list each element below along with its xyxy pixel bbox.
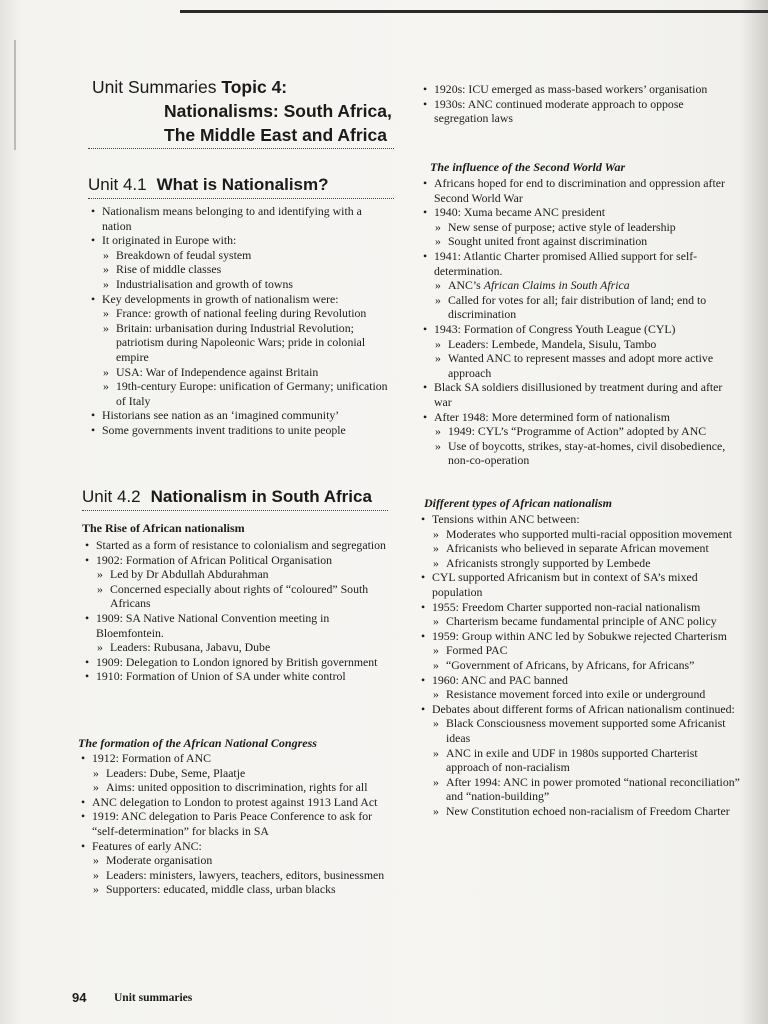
sub-item bbox=[102, 306, 394, 321]
bullet-text: 1919: ANC delegation to Paris Peace Conference to ask for “self-determination” for blacks in SA bbox=[92, 809, 373, 838]
sub-item bbox=[434, 424, 740, 439]
bullet-text: Tensions within ANC between: bbox=[432, 512, 580, 526]
sub-list bbox=[432, 687, 740, 702]
bullet-text: 1943: Formation of Congress Youth League (CYL) bbox=[434, 321, 676, 336]
sub-text: 19th-century Europe: unification of Germany; unification of Italy bbox=[116, 379, 388, 408]
sub-item bbox=[102, 379, 394, 408]
sub-item bbox=[102, 248, 394, 263]
right-top-list bbox=[420, 82, 740, 126]
bullet-item bbox=[418, 629, 740, 673]
sub-text: Africanists strongly supported by Lembede bbox=[446, 555, 651, 570]
rise-heading: The Rise of African nationalism bbox=[82, 521, 245, 535]
sub-item bbox=[434, 278, 740, 293]
sub-item bbox=[434, 439, 740, 468]
bullet-item bbox=[420, 380, 740, 409]
dotted-rule bbox=[82, 510, 388, 511]
bullet-item bbox=[420, 410, 740, 468]
bullet-item bbox=[420, 176, 740, 205]
sub-text: Britain: urbanisation during Industrial Revolution; patriotism during Napoleonic Wars; pride in colonial empire bbox=[116, 320, 366, 364]
unit-4-2-heading: Unit 4.2 Nationalism in South Africa bbox=[82, 487, 372, 506]
sub-list bbox=[432, 643, 740, 672]
bullet-text: 1941: Atlantic Charter promised Allied support for self-determination. bbox=[434, 248, 698, 278]
sub-item bbox=[92, 780, 388, 795]
bullet-item bbox=[78, 751, 388, 795]
bullet-text: Nationalism means belonging to and identifying with a nation bbox=[102, 204, 362, 233]
sub-item bbox=[92, 868, 388, 883]
sub-text: Concerned especially about rights of “coloured” South Africans bbox=[110, 581, 369, 611]
topic-heading-line2: Nationalisms: South Africa, bbox=[164, 101, 392, 121]
bullet-item bbox=[420, 249, 740, 322]
ww2-heading: The influence of the Second World War bbox=[430, 160, 626, 174]
sub-text: Supporters: educated, middle class, urban blacks bbox=[106, 882, 336, 897]
sub-text: ANC’s bbox=[448, 278, 484, 293]
sub-text: New sense of purpose; active style of leadership bbox=[448, 219, 676, 234]
bullet-item bbox=[418, 570, 740, 599]
sub-list bbox=[102, 306, 394, 408]
sub-text: After 1994: ANC in power promoted “national reconciliation” and “nation-building” bbox=[446, 774, 740, 804]
bullet-text: 1959: Group within ANC led by Sobukwe rejected Charterism bbox=[432, 628, 727, 643]
sub-item bbox=[432, 804, 740, 819]
anc-heading: The formation of the African National Congress bbox=[78, 736, 317, 750]
sub-list bbox=[434, 424, 740, 468]
sub-item bbox=[432, 716, 740, 745]
bullet-item bbox=[88, 292, 394, 409]
unit-4-1-list bbox=[88, 204, 394, 438]
sub-item bbox=[432, 658, 740, 673]
sub-list bbox=[432, 614, 740, 629]
sub-list bbox=[102, 248, 394, 292]
sub-item bbox=[92, 853, 388, 868]
sub-item bbox=[432, 775, 740, 804]
sub-text: Wanted ANC to represent masses and adopt more active approach bbox=[448, 351, 714, 380]
sub-list bbox=[92, 853, 388, 897]
sub-item bbox=[432, 614, 740, 629]
sub-item bbox=[92, 766, 388, 781]
bullet-item bbox=[82, 553, 388, 611]
sub-item bbox=[102, 321, 394, 365]
bullet-item bbox=[418, 673, 740, 702]
ww2-list bbox=[420, 176, 740, 468]
bullet-text: Started as a form of resistance to colonialism and segregation bbox=[96, 538, 386, 552]
bullet-text: 1909: Delegation to London ignored by British government bbox=[96, 654, 378, 669]
sub-item bbox=[102, 262, 394, 277]
bullet-text: Key developments in growth of nationalism were: bbox=[102, 291, 339, 306]
sub-item bbox=[434, 337, 740, 352]
sub-list bbox=[92, 766, 388, 795]
footer-label: Unit summaries bbox=[114, 992, 193, 1004]
bullet-text: After 1948: More determined form of nationalism bbox=[434, 409, 670, 424]
sub-text: Called for votes for all; fair distribution of land; end to discrimination bbox=[448, 292, 707, 322]
sub-item bbox=[102, 365, 394, 380]
sub-list bbox=[434, 278, 740, 322]
bullet-text: ANC delegation to London to protest against 1913 Land Act bbox=[92, 794, 378, 809]
sub-list bbox=[96, 640, 388, 655]
sub-text: Leaders: ministers, lawyers, teachers, editors, businessmen bbox=[106, 867, 385, 882]
sub-text: Rise of middle classes bbox=[116, 262, 222, 277]
bullet-item bbox=[88, 233, 394, 291]
sub-list bbox=[434, 337, 740, 381]
bullet-item bbox=[418, 702, 740, 819]
bullet-item bbox=[418, 512, 740, 570]
bullet-text: 1960: ANC and PAC banned bbox=[432, 672, 568, 687]
bullet-item bbox=[82, 611, 388, 655]
bullet-item bbox=[420, 82, 740, 97]
bullet-item bbox=[88, 423, 394, 438]
bullet-item bbox=[82, 669, 388, 684]
types-list bbox=[418, 512, 740, 818]
sub-text: Leaders: Dube, Seme, Plaatje bbox=[106, 765, 246, 780]
sub-text: ANC in exile and UDF in 1980s supported Charterist approach of non-racialism bbox=[446, 745, 698, 775]
bullet-item bbox=[420, 322, 740, 380]
sub-text: Resistance movement forced into exile or underground bbox=[446, 687, 706, 702]
bullet-text: 1930s: ANC continued moderate approach to oppose segregation laws bbox=[434, 96, 684, 126]
sub-item bbox=[432, 527, 740, 542]
bullet-item bbox=[78, 795, 388, 810]
sub-list bbox=[432, 527, 740, 571]
sub-text: France: growth of national feeling during Revolution bbox=[116, 306, 367, 321]
bullet-item bbox=[420, 97, 740, 126]
sub-text: Leaders: Rubusana, Jabavu, Dube bbox=[110, 640, 271, 655]
bullet-text: 1955: Freedom Charter supported non-racial nationalism bbox=[432, 599, 701, 614]
bullet-text: CYL supported Africanism but in context of SA’s mixed population bbox=[432, 570, 698, 599]
sub-item bbox=[434, 234, 740, 249]
sub-text: New Constitution echoed non-racialism of Freedom Charter bbox=[446, 803, 730, 818]
sub-item bbox=[432, 687, 740, 702]
sub-text: Africanists who believed in separate African movement bbox=[446, 541, 709, 556]
sub-text: Led by Dr Abdullah Abdurahman bbox=[110, 567, 269, 582]
sub-text: Breakdown of feudal system bbox=[116, 247, 252, 262]
sub-list bbox=[96, 567, 388, 611]
bullet-text: Debates about different forms of African nationalism continued: bbox=[432, 701, 735, 716]
bullet-item bbox=[88, 204, 394, 233]
bullet-item bbox=[420, 205, 740, 249]
bullet-text: Black SA soldiers disillusioned by treatment during and after war bbox=[434, 380, 723, 409]
sub-text: “Government of Africans, by Africans, for Africans” bbox=[446, 657, 695, 672]
bullet-text: 1912: Formation of ANC bbox=[92, 751, 211, 765]
sub-item bbox=[96, 567, 388, 582]
bullet-text: Some governments invent traditions to unite people bbox=[102, 422, 346, 437]
top-rule bbox=[180, 10, 768, 13]
bullet-item bbox=[82, 538, 388, 553]
dotted-rule bbox=[88, 198, 394, 199]
topic-heading-line3: The Middle East and Africa bbox=[164, 125, 388, 145]
sub-text: Moderate organisation bbox=[106, 853, 213, 868]
rise-list bbox=[82, 538, 388, 684]
bullet-text: Africans hoped for end to discrimination and oppression after Second World War bbox=[434, 176, 725, 205]
sub-item bbox=[434, 293, 740, 322]
sub-text: 1949: CYL’s “Programme of Action” adopted by ANC bbox=[448, 424, 707, 439]
binding-shadow bbox=[14, 40, 16, 150]
page-number: 94 bbox=[72, 990, 87, 1005]
anc-list bbox=[78, 751, 388, 897]
bullet-text: Historians see nation as an ‘imagined community’ bbox=[102, 408, 340, 423]
bullet-text: 1902: Formation of African Political Organisation bbox=[96, 552, 333, 567]
bullet-text: 1920s: ICU emerged as mass-based workers’ organisation bbox=[434, 82, 708, 96]
sub-item bbox=[96, 640, 388, 655]
sub-text: Leaders: Lembede, Mandela, Sisulu, Tambo bbox=[448, 336, 657, 351]
bullet-text: 1909: SA Native National Convention meeting in Bloemfontein. bbox=[96, 610, 330, 640]
sub-item bbox=[432, 643, 740, 658]
sub-text: Black Consciousness movement supported some Africanist ideas bbox=[446, 716, 726, 745]
bullet-text: 1940: Xuma became ANC president bbox=[434, 205, 606, 220]
sub-item bbox=[96, 582, 388, 611]
sub-text: USA: War of Independence against Britain bbox=[116, 364, 319, 379]
sub-text: Formed PAC bbox=[446, 643, 508, 658]
bullet-item bbox=[78, 839, 388, 897]
bullet-item bbox=[82, 655, 388, 670]
unit-4-1-heading: Unit 4.1 What is Nationalism? bbox=[88, 175, 329, 194]
sub-text: Moderates who supported multi-racial opposition movement bbox=[446, 526, 733, 541]
sub-list bbox=[434, 220, 740, 249]
sub-item bbox=[92, 882, 388, 897]
bullet-item bbox=[78, 809, 388, 838]
sub-text: Use of boycotts, strikes, stay-at-homes, civil disobedience, non-co-operation bbox=[448, 438, 726, 468]
topic-heading-line1: Unit Summaries Topic 4: bbox=[92, 77, 288, 97]
sub-text: Charterism became fundamental principle of ANC policy bbox=[446, 614, 717, 629]
sub-item bbox=[432, 556, 740, 571]
sub-item bbox=[432, 541, 740, 556]
sub-item bbox=[434, 351, 740, 380]
bullet-text: Features of early ANC: bbox=[92, 838, 202, 853]
sub-item bbox=[432, 746, 740, 775]
sub-text: Aims: united opposition to discrimination, rights for all bbox=[106, 780, 368, 795]
bullet-text: It originated in Europe with: bbox=[102, 233, 237, 248]
bullet-text: 1910: Formation of Union of SA under white control bbox=[96, 669, 346, 684]
sub-item bbox=[102, 277, 394, 292]
sub-item bbox=[434, 220, 740, 235]
types-heading: Different types of African nationalism bbox=[424, 496, 613, 510]
bullet-item bbox=[88, 408, 394, 423]
bullet-item bbox=[418, 600, 740, 629]
sub-list bbox=[432, 716, 740, 818]
sub-text: Industrialisation and growth of towns bbox=[116, 276, 293, 291]
dotted-rule bbox=[88, 148, 394, 149]
sub-text-italic: African Claims in South Africa bbox=[483, 278, 630, 293]
sub-text: Sought united front against discrimination bbox=[448, 234, 648, 249]
